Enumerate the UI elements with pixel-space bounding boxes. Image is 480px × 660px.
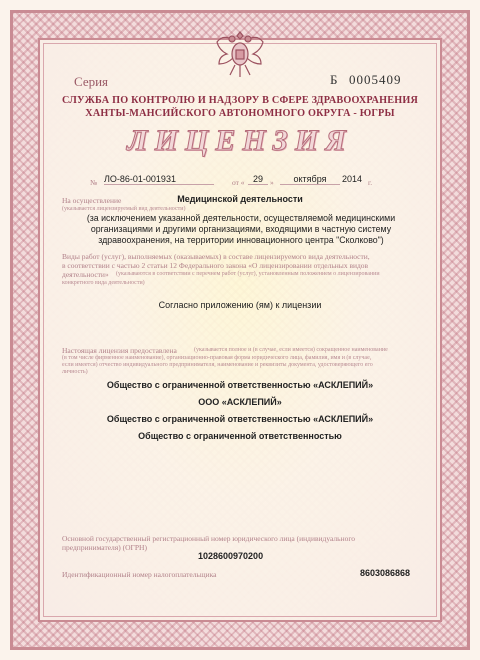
ogrn-label-2: предпринимателя) (ОГРН) — [62, 543, 147, 552]
ogrn-label-1: Основной государственный регистрационный номер юридического лица (индивидуального — [62, 534, 355, 543]
date-from-label: от « — [232, 178, 245, 187]
activity-label: На осуществление — [62, 196, 122, 205]
holder-hint-2: (в том числе фирменное наименование), организационно-правовая форма юридического лица, фамилия, имя и (в случае, — [62, 355, 372, 361]
series-number: 0005409 — [349, 72, 402, 87]
works-text-a: Виды работ (услуг), выполняемых (оказываемых) в составе лицензируемого вида деятельности, — [62, 252, 370, 261]
holder-name-4: Общество с ограниченной ответственностью — [138, 431, 342, 441]
works-text-c: деятельности» — [62, 270, 109, 279]
works-text-e: конкретного вида деятельности) — [62, 280, 145, 286]
holder-intro: Настоящая лицензия предоставлена — [62, 346, 177, 355]
eagle-emblem-icon — [213, 26, 267, 82]
license-title: ЛИЦЕНЗИЯ — [127, 124, 353, 157]
activity-name: Медицинской деятельности — [177, 194, 303, 204]
activity-hint: (указывается лицензируемый вид деятельности) — [62, 206, 186, 212]
holder-hint-4: личность) — [62, 369, 88, 375]
inn-label: Идентификационный номер налогоплательщика — [62, 570, 217, 579]
license-day: 29 — [248, 174, 268, 185]
activity-note: (за исключением указанной деятельности, осуществляемой медицинскими организациями и другими организациями, входящими в частную систему здравоохранения, на территории инновационного центра "Сколково") — [86, 213, 396, 245]
holder-hint-3: если имеется) отчество индивидуального предпринимателя, наименование и реквизиты документа, удостоверяющего его — [62, 362, 373, 368]
year-suffix: г. — [368, 178, 373, 187]
holder-name-1: Общество с ограниченной ответственностью «АСКЛЕПИЙ» — [106, 380, 374, 390]
works-text-b: в соответствии с частью 2 статьи 12 Федерального закона «О лицензировании отдельных видов — [62, 261, 369, 270]
date-mid-label: » — [270, 178, 274, 187]
license-month: октября — [280, 174, 340, 185]
holder-hint-1: (указывается полное и (в случае, если имеется) сокращенное наименование — [194, 347, 388, 353]
authority-line-2: ХАНТЫ-МАНСИЙСКОГО АВТОНОМНОГО ОКРУГА - ЮГРЫ — [85, 108, 395, 119]
license-year: 2014 — [342, 174, 363, 184]
series-label: Серия — [74, 74, 109, 89]
authority-line-1: СЛУЖБА ПО КОНТРОЛЮ И НАДЗОРУ В СФЕРЕ ЗДРАВООХРАНЕНИЯ — [61, 95, 419, 106]
works-value: Согласно приложению (ям) к лицензии — [158, 300, 322, 310]
works-text-d: (указываются в соответствии с перечнем работ (услуг), установленным положением о лицензировании — [116, 271, 380, 277]
holder-name-3: Общество с ограниченной ответственностью «АСКЛЕПИЙ» — [106, 414, 374, 424]
holder-name-2: ООО «АСКЛЕПИЙ» — [198, 397, 282, 407]
ogrn-value: 1028600970200 — [198, 551, 264, 561]
license-number: ЛО-86-01-001931 — [104, 174, 214, 185]
series-letter: Б — [330, 72, 338, 87]
number-label: № — [90, 178, 98, 187]
inn-value: 8603086868 — [360, 568, 411, 578]
